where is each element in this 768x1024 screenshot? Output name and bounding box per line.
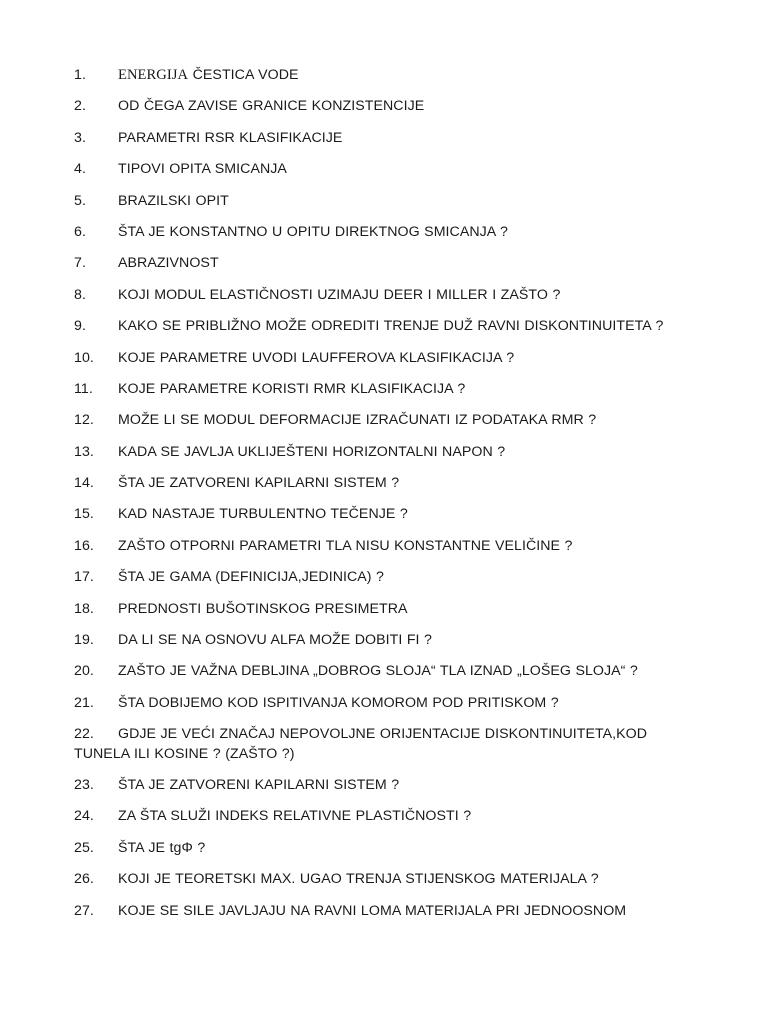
question-number: 10.: [74, 349, 94, 366]
question-text: ŠTA JE GAMA (DEFINICIJA,JEDINICA) ?: [118, 569, 384, 586]
question-item-24: [74, 807, 704, 827]
question-list: [74, 66, 704, 933]
question-text: ČESTICA VODE: [188, 67, 299, 83]
question-item-18: [74, 600, 704, 620]
question-text: GDJE JE VEĆI ZNAČAJ NEPOVOLJNE ORIJENTACIJE DISKONTINUITETA,KOD TUNELA ILI KOSINE ? (ZAŠTO ?): [74, 726, 648, 762]
question-text: BRAZILSKI OPIT: [118, 192, 229, 209]
question-text: ŠTA JE KONSTANTNO U OPITU DIREKTNOG SMICANJA ?: [118, 223, 508, 240]
question-number: 25.: [74, 839, 94, 856]
question-number: 9.: [74, 318, 86, 335]
question-number: 26.: [74, 871, 94, 888]
question-number: 3.: [74, 129, 86, 146]
question-lead-word: ENERGIJA: [118, 67, 189, 83]
question-number: 5.: [74, 192, 86, 209]
question-number: 27.: [74, 902, 94, 919]
question-item-11: [74, 380, 704, 400]
question-item-13: [74, 443, 704, 463]
question-item-1: [74, 66, 704, 86]
question-text: OD ČEGA ZAVISE GRANICE KONZISTENCIJE: [118, 98, 425, 115]
question-text: ŠTA DOBIJEMO KOD ISPITIVANJA KOMOROM POD PRITISKOM ?: [118, 694, 559, 711]
question-text: ZAŠTO JE VAŽNA DEBLJINA „DOBROG SLOJA“ TLA IZNAD „LOŠEG SLOJA“ ?: [118, 663, 638, 680]
question-number: 19.: [74, 632, 94, 649]
question-text: KOJE PARAMETRE UVODI LAUFFEROVA KLASIFIKACIJA ?: [118, 349, 515, 366]
question-text: KAKO SE PRIBLIŽNO MOŽE ODREDITI TRENJE DUŽ RAVNI DISKONTINUITETA ?: [118, 318, 664, 335]
question-item-12: [74, 411, 704, 431]
question-item-21: [74, 694, 704, 714]
question-item-26: [74, 870, 704, 890]
question-number: 1.: [74, 67, 86, 83]
question-text: ŠTA JE tgΦ ?: [118, 839, 206, 856]
question-text: ABRAZIVNOST: [118, 255, 219, 272]
question-text: KOJI MODUL ELASTIČNOSTI UZIMAJU DEER I MILLER I ZAŠTO ?: [118, 286, 561, 303]
question-text: ZAŠTO OTPORNI PARAMETRI TLA NISU KONSTANTNE VELIČINE ?: [118, 537, 573, 554]
question-item-16: [74, 537, 704, 557]
question-text: ZA ŠTA SLUŽI INDEKS RELATIVNE PLASTIČNOSTI ?: [118, 808, 472, 825]
question-item-22: [74, 725, 704, 764]
question-number: 24.: [74, 808, 94, 825]
question-text: TIPOVI OPITA SMICANJA: [118, 161, 287, 178]
question-number: 20.: [74, 663, 94, 680]
question-number: 14.: [74, 475, 94, 492]
question-text: KAD NASTAJE TURBULENTNO TEČENJE ?: [118, 506, 408, 523]
question-item-2: [74, 97, 704, 117]
question-number: 21.: [74, 694, 94, 711]
question-number: 17.: [74, 569, 94, 586]
question-text: KADA SE JAVLJA UKLIJEŠTENI HORIZONTALNI NAPON ?: [118, 443, 506, 460]
question-item-17: [74, 568, 704, 588]
question-number: 23.: [74, 777, 94, 794]
question-text: MOŽE LI SE MODUL DEFORMACIJE IZRAČUNATI IZ PODATAKA RMR ?: [118, 412, 597, 429]
question-number: 6.: [74, 223, 86, 240]
question-number: 22.: [74, 726, 94, 743]
question-number: 12.: [74, 412, 94, 429]
question-item-20: [74, 662, 704, 682]
question-number: 8.: [74, 286, 86, 303]
question-number: 13.: [74, 443, 94, 460]
question-item-15: [74, 505, 704, 525]
question-item-8: [74, 286, 704, 306]
question-number: 11.: [74, 380, 93, 397]
question-item-6: [74, 223, 704, 243]
question-item-27: [74, 902, 704, 922]
question-item-25: [74, 839, 704, 859]
question-item-19: [74, 631, 704, 651]
question-text: PARAMETRI RSR KLASIFIKACIJE: [118, 129, 343, 146]
question-number: 15.: [74, 506, 94, 523]
question-text: KOJE PARAMETRE KORISTI RMR KLASIFIKACIJA ?: [118, 380, 466, 397]
question-number: 7.: [74, 255, 86, 272]
question-item-4: [74, 160, 704, 180]
question-item-3: [74, 129, 704, 149]
question-number: 2.: [74, 98, 86, 115]
question-text: PREDNOSTI BUŠOTINSKOG PRESIMETRA: [118, 600, 408, 617]
question-text: KOJE SE SILE JAVLJAJU NA RAVNI LOMA MATERIJALA PRI JEDNOOSNOM: [118, 902, 627, 919]
question-item-9: [74, 317, 704, 337]
question-text: DA LI SE NA OSNOVU ALFA MOŽE DOBITI FI ?: [118, 632, 432, 649]
question-item-10: [74, 349, 704, 369]
question-item-23: [74, 776, 704, 796]
question-text: ŠTA JE ZATVORENI KAPILARNI SISTEM ?: [118, 777, 400, 794]
question-item-5: [74, 192, 704, 212]
question-number: 4.: [74, 161, 86, 178]
question-item-14: [74, 474, 704, 494]
question-number: 16.: [74, 537, 94, 554]
question-number: 18.: [74, 600, 94, 617]
question-item-7: [74, 254, 704, 274]
question-text: KOJI JE TEORETSKI MAX. UGAO TRENJA STIJENSKOG MATERIJALA ?: [118, 871, 599, 888]
question-text: ŠTA JE ZATVORENI KAPILARNI SISTEM ?: [118, 475, 400, 492]
